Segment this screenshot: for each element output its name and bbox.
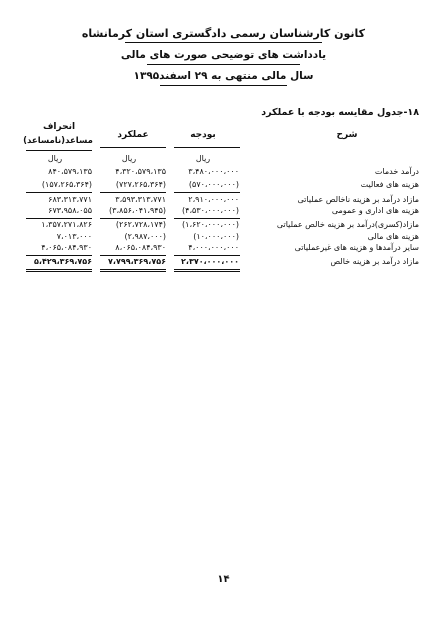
performance-value: (۷۲۷،۲۶۵،۳۶۴) (115, 180, 166, 189)
notes-title-underline (147, 64, 300, 65)
notes-title: یادداشت های توضیحی صورت های مالی (120, 49, 327, 61)
subtotal-rule (100, 218, 166, 219)
budget-header-rule (174, 147, 240, 148)
table-row (0, 220, 447, 232)
performance-header-rule (100, 147, 166, 148)
deviation-header-rule (26, 150, 92, 151)
deviation-unit: ریال (47, 154, 63, 163)
performance-value: ۷،۷۹۹،۳۶۹،۷۵۶ (108, 257, 166, 266)
performance-value: (۲۶۲،۷۲۸،۱۷۴) (115, 220, 166, 229)
performance-value: (۲،۹۸۷،۰۰۰) (124, 232, 166, 241)
row-label: مازاد درآمد بر هزینه ناخالص عملیاتی (297, 195, 419, 204)
row-label: هزینه های اداری و عمومی (331, 206, 419, 215)
budget-value: ۲،۹۱۰،۰۰۰،۰۰۰ (188, 195, 239, 204)
performance-unit: ریال (121, 154, 137, 163)
total-double-rule (100, 269, 166, 270)
table-row (0, 206, 447, 218)
row-label: مازاد(کسری)درآمد بر هزینه خالص عملیاتی (276, 220, 419, 229)
deviation-value: ۴،۰۶۵،۰۸۴،۹۳۰ (41, 243, 92, 252)
subtotal-rule (174, 192, 240, 193)
subtotal-rule (26, 218, 92, 219)
col-deviation-subheader: مساعد(نامساعد) (23, 136, 93, 146)
deviation-value: ۱،۳۵۷،۲۷۱،۸۲۶ (41, 220, 92, 229)
subtotal-rule (26, 192, 92, 193)
org-title: کانون کارشناسان رسمی دادگستری استان کرمانشاه (81, 27, 366, 40)
table-row (0, 243, 447, 255)
subtotal-rule (174, 218, 240, 219)
page-number: ۱۴ (217, 574, 230, 585)
total-double-rule (174, 269, 240, 270)
budget-value: (۵۷۰،۰۰۰،۰۰۰) (188, 180, 239, 189)
row-label: درآمد خدمات (374, 167, 419, 176)
row-label: مازاد درآمد بر هزینه خالص (330, 257, 419, 266)
total-double-rule (26, 271, 92, 272)
budget-value: ۲،۳۷۰،۰۰۰،۰۰۰ (181, 257, 239, 266)
total-double-rule (174, 271, 240, 272)
deviation-value: ۶۸۳،۳۱۳،۷۷۱ (48, 195, 92, 204)
deviation-value: ۵،۴۲۹،۳۶۹،۷۵۶ (34, 257, 92, 266)
col-desc-header: شرح (336, 130, 358, 140)
budget-value: ۳،۴۸۰،۰۰۰،۰۰۰ (188, 167, 239, 176)
deviation-value: ۸۴۰،۵۷۹،۱۳۵ (48, 167, 92, 176)
row-label: هزینه های مالی (367, 232, 419, 241)
performance-value: (۳،۸۵۶،۰۴۱،۹۴۵) (109, 206, 166, 215)
deviation-value: ۶۷۳،۹۵۸،۰۵۵ (48, 206, 92, 215)
deviation-value: (۱۵۷،۲۶۵،۳۶۴) (41, 180, 92, 189)
col-performance-header: عملکرد (117, 130, 149, 140)
table-row-total (0, 257, 447, 269)
table-row (0, 180, 447, 192)
total-rule (26, 255, 92, 256)
performance-value: ۸،۰۶۵،۰۸۴،۹۳۰ (115, 243, 166, 252)
total-rule (100, 255, 166, 256)
col-budget-header: بودجه (190, 130, 216, 140)
budget-value: (۴،۵۳۰،۰۰۰،۰۰۰) (182, 206, 239, 215)
subtotal-rule (100, 192, 166, 193)
total-double-rule (100, 271, 166, 272)
section-title: ۱۸-جدول مقایسه بودجه با عملکرد (261, 107, 419, 118)
performance-value: ۳،۵۹۳،۳۱۳،۷۷۱ (115, 195, 166, 204)
table-row (0, 167, 447, 179)
col-deviation-header: انحراف (42, 122, 76, 132)
total-double-rule (26, 269, 92, 270)
org-title-underline (125, 42, 322, 43)
total-rule (174, 255, 240, 256)
fiscal-year-title: سال مالی منتهی به ۲۹ اسفند۱۳۹۵ (133, 70, 314, 82)
budget-value: ۴،۰۰۰،۰۰۰،۰۰۰ (188, 243, 239, 252)
row-label: هزینه های فعالیت (360, 180, 419, 189)
budget-unit: ریال (195, 154, 211, 163)
budget-value: (۱،۶۲۰،۰۰۰،۰۰۰) (182, 220, 239, 229)
budget-value: (۱۰،۰۰۰،۰۰۰) (193, 232, 239, 241)
performance-value: ۴،۳۲۰،۵۷۹،۱۳۵ (115, 167, 166, 176)
deviation-value: ۷،۰۱۳،۰۰۰ (56, 232, 92, 241)
row-label: سایر درآمدها و هزینه های غیرعملیاتی (294, 243, 419, 252)
fiscal-year-underline (160, 85, 287, 86)
